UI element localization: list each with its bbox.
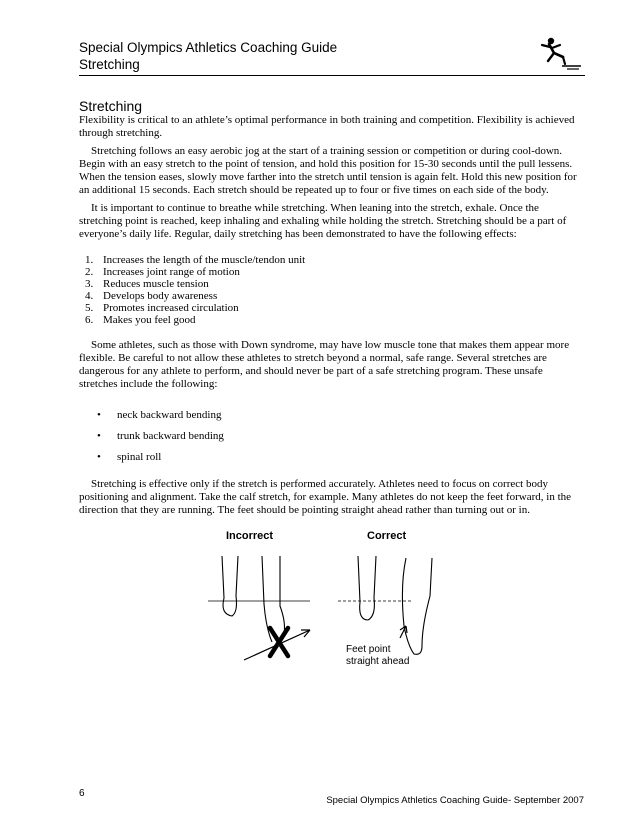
figure-note	[346, 644, 409, 668]
list-number: 4.	[85, 290, 94, 302]
list-text: spinal roll	[117, 451, 162, 463]
list-item	[79, 409, 583, 422]
page-header	[79, 40, 585, 76]
section-title: Stretching	[79, 98, 143, 114]
list-item	[85, 290, 583, 302]
figure-note-line2: straight ahead	[346, 656, 410, 667]
bullet-icon: •	[97, 409, 101, 421]
list-text: Promotes increased circulation	[103, 302, 239, 314]
list-item	[79, 451, 583, 464]
list-item	[85, 266, 583, 278]
list-number: 6.	[85, 314, 94, 326]
list-item	[85, 254, 583, 266]
paragraph-calf-stretch: Stretching is effective only if the stretch is performed accurately. Athletes need to focus on correct body positioning and alignment. Take the calf stretch, for example. Many athletes do not keep the feet forward, in the direction that they are running. The feet should be pointing straight ahead rather than turning out or in.	[79, 478, 572, 516]
list-text: neck backward bending	[117, 409, 222, 421]
incorrect-label: Incorrect	[226, 530, 274, 542]
athlete-logo-icon	[537, 36, 583, 72]
list-text: Increases joint range of motion	[103, 266, 240, 278]
page-number: 6	[79, 788, 85, 799]
paragraph-stretch-method: Stretching follows an easy aerobic jog at the start of a training session or competition or during cool-down. Begin with an easy stretch to the point of tension, and hold this position for 15-30 seconds until the pull lessens. When the tension eases, slowly move farther into the stretch until tension is again felt. Hold this new position for an additional 15 seconds. Each stretch should be repeated up to four or five times on each side of the body.	[79, 145, 577, 196]
list-number: 2.	[85, 266, 94, 278]
list-item	[79, 430, 583, 443]
header-title: Special Olympics Athletics Coaching Guide	[79, 40, 338, 55]
paragraph-flexibility: Flexibility is critical to an athlete’s optimal performance in both training and competition. Flexibility is achieved through stretching.	[79, 114, 575, 139]
bullet-icon: •	[97, 430, 101, 442]
main-content	[79, 98, 583, 517]
footer-text: Special Olympics Athletics Coaching Guide- September 2007	[326, 795, 584, 806]
correct-label: Correct	[367, 530, 407, 542]
header-subtitle: Stretching	[79, 57, 140, 72]
effects-list	[79, 254, 583, 326]
list-text: Reduces muscle tension	[103, 278, 209, 290]
list-text: Develops body awareness	[103, 290, 218, 302]
bullet-icon: •	[97, 451, 101, 463]
unsafe-stretches-list	[79, 409, 583, 464]
list-text: Makes you feel good	[103, 314, 196, 326]
calf-stretch-figure	[200, 530, 440, 680]
list-number: 3.	[85, 278, 94, 290]
list-text: trunk backward bending	[117, 430, 224, 442]
list-item	[85, 278, 583, 290]
paragraph-down-syndrome: Some athletes, such as those with Down syndrome, may have low muscle tone that makes them appear more flexible. Be careful to not allow these athletes to stretch beyond a normal, safe range. Several stretches are dangerous for any athlete to perform, and should never be part of a safe stretching program. These unsafe stretches include the following:	[79, 339, 570, 390]
list-item	[85, 314, 583, 326]
list-text: Increases the length of the muscle/tendon unit	[103, 254, 306, 266]
figure-note-line1: Feet point	[346, 644, 391, 655]
list-item	[85, 302, 583, 314]
list-number: 5.	[85, 302, 94, 314]
paragraph-breathing: It is important to continue to breathe while stretching. When leaning into the stretch, exhale. Once the stretching point is reached, keep inhaling and exhaling while holding the stretch. Stretching should be a part of everyone’s daily life. Regular, daily stretching has been demonstrated to have the following effects:	[79, 202, 567, 240]
list-number: 1.	[85, 254, 94, 266]
